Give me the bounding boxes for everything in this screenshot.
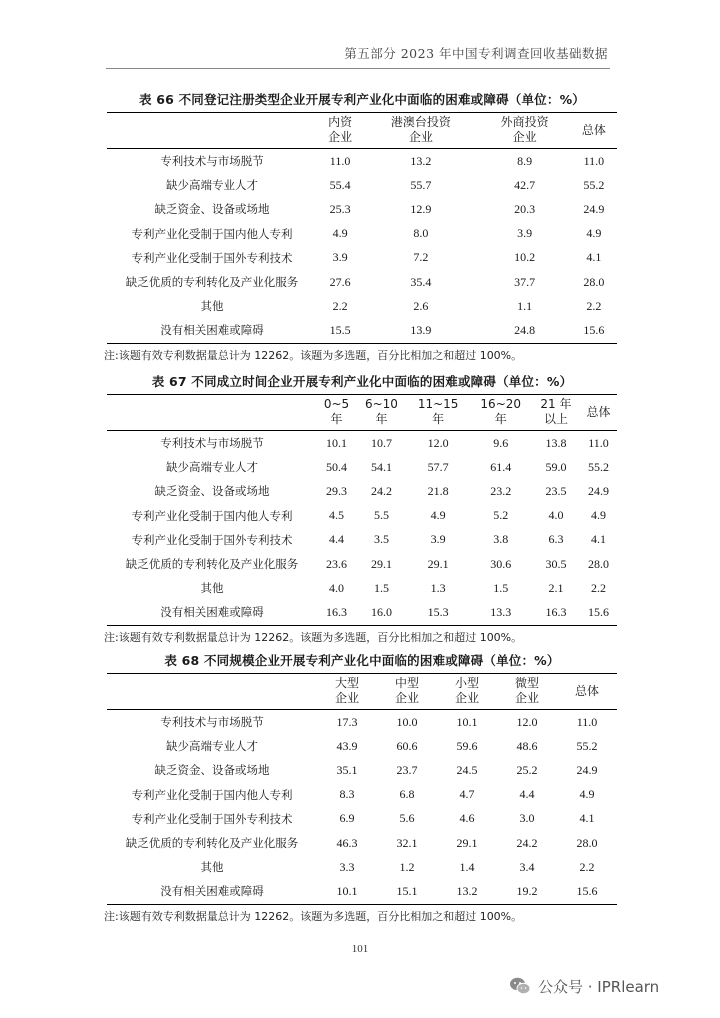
table-note: 注:该题有效专利数据量总计为 12262。该题为多选题，百分比相加之和超过 100%。: [104, 630, 523, 644]
value-cell: 28.0: [583, 274, 605, 289]
value-cell: 1.3: [430, 580, 446, 595]
column-header-line: 以上: [543, 412, 568, 426]
table-row: [107, 831, 617, 855]
value-cell: 32.1: [396, 835, 418, 850]
value-cell: 13.8: [545, 435, 567, 450]
value-cell: 24.9: [576, 762, 598, 777]
column-header: [479, 113, 571, 149]
value-cell: 4.9: [590, 508, 606, 523]
row-label: 专利技术与市场脱节: [160, 715, 264, 730]
value-cell: 4.1: [590, 532, 606, 547]
value-cell: 30.6: [490, 556, 512, 571]
value-cell: 3.9: [430, 532, 446, 547]
value-cell: 15.6: [583, 322, 605, 337]
value-cell: 60.6: [396, 738, 418, 753]
column-header: [469, 395, 532, 431]
value-cell: 6.3: [548, 532, 564, 547]
value-cell: 23.6: [326, 556, 348, 571]
value-cell: 37.7: [514, 274, 536, 289]
value-cell: 5.5: [373, 508, 389, 523]
value-cell: 15.3: [427, 604, 449, 619]
column-header-line: 企业: [408, 130, 433, 144]
row-label: 专利技术与市场脱节: [160, 154, 264, 169]
value-cell: 2.2: [579, 859, 595, 874]
column-header: [557, 674, 617, 710]
value-cell: 6.8: [399, 787, 415, 802]
table-68: [104, 651, 617, 924]
column-header: [317, 674, 377, 710]
value-cell: 12.9: [410, 201, 432, 216]
table-row: [107, 455, 617, 479]
table-row: [107, 318, 617, 343]
value-cell: 11.0: [329, 153, 351, 168]
value-cell: 4.5: [329, 508, 345, 523]
row-label: 缺乏资金、设备或场地: [154, 202, 270, 217]
value-cell: 3.9: [517, 226, 533, 241]
row-label: 没有相关困难或障碍: [160, 884, 264, 899]
value-cell: 16.0: [370, 604, 392, 619]
value-cell: 55.4: [329, 177, 351, 192]
value-cell: 4.9: [579, 787, 595, 802]
value-cell: 50.4: [326, 459, 348, 474]
value-cell: 2.2: [590, 580, 606, 595]
value-cell: 3.5: [373, 532, 389, 547]
value-cell: 61.4: [490, 459, 512, 474]
value-cell: 23.2: [490, 483, 512, 498]
value-cell: 10.1: [456, 714, 478, 729]
value-cell: 4.0: [329, 580, 345, 595]
column-header-line: 年: [375, 412, 388, 426]
row-label: 没有相关困难或障碍: [160, 605, 264, 620]
value-cell: 10.0: [396, 714, 418, 729]
value-cell: 21.8: [427, 483, 449, 498]
value-cell: 11.0: [588, 435, 609, 450]
column-header-line: 港澳台投资: [390, 115, 451, 129]
value-cell: 46.3: [336, 835, 358, 850]
column-header-line: 11~15: [417, 397, 459, 411]
value-cell: 23.5: [545, 483, 567, 498]
column-header-line: 大型: [334, 676, 359, 690]
value-cell: 24.2: [370, 483, 392, 498]
value-cell: 1.4: [459, 859, 475, 874]
column-header-line: 企业: [514, 691, 539, 705]
table-row: [107, 149, 617, 174]
value-cell: 2.1: [548, 580, 564, 595]
value-cell: 29.1: [427, 556, 449, 571]
value-cell: 28.0: [587, 556, 609, 571]
value-cell: 12.0: [516, 714, 538, 729]
value-cell: 54.1: [370, 459, 392, 474]
value-cell: 30.5: [545, 556, 567, 571]
page-number: 101: [351, 943, 369, 955]
row-label: 专利产业化受制于国外专利技术: [131, 250, 293, 265]
value-cell: 24.5: [456, 762, 478, 777]
value-cell: 2.6: [413, 298, 429, 313]
column-header-line: 企业: [454, 691, 479, 705]
column-header-line: 内资: [328, 115, 353, 129]
data-table: [107, 112, 617, 344]
column-header: [407, 395, 470, 431]
value-cell: 10.7: [370, 435, 392, 450]
column-header-line: 16~20: [480, 397, 522, 411]
table-note: 注:该题有效专利数据量总计为 12262。该题为多选题，百分比相加之和超过 100%。: [104, 348, 523, 362]
value-cell: 3.0: [519, 811, 535, 826]
column-header: [317, 395, 356, 431]
value-cell: 15.6: [587, 604, 609, 619]
value-cell: 1.2: [399, 859, 415, 874]
corner-cell: [107, 395, 317, 431]
value-cell: 4.1: [579, 811, 595, 826]
column-header: [497, 674, 557, 710]
value-cell: 59.6: [456, 738, 478, 753]
wechat-icon: [508, 974, 532, 998]
value-cell: 3.8: [493, 532, 509, 547]
table-row: [107, 528, 617, 552]
value-cell: 28.0: [576, 835, 598, 850]
column-header-line: 6~10: [364, 397, 398, 411]
row-label: 其他: [200, 860, 224, 875]
value-cell: 20.3: [514, 201, 536, 216]
value-cell: 15.6: [576, 883, 598, 898]
column-header: [317, 113, 363, 149]
value-cell: 27.6: [329, 274, 351, 289]
column-header: [437, 674, 497, 710]
value-cell: 4.9: [430, 508, 446, 523]
value-cell: 25.3: [329, 201, 351, 216]
table-row: [107, 758, 617, 782]
value-cell: 15.1: [396, 883, 418, 898]
value-cell: 35.4: [410, 274, 432, 289]
table-row: [107, 479, 617, 503]
table-title: 表 66 不同登记注册类型企业开展专利产业化中面临的困难或障碍（单位：%）: [138, 92, 586, 107]
column-header: [580, 395, 617, 431]
value-cell: 4.7: [459, 787, 475, 802]
header-row: [107, 113, 617, 149]
table-row: [107, 222, 617, 246]
column-header-line: 年: [494, 412, 507, 426]
column-header: [377, 674, 437, 710]
column-header: [571, 113, 617, 149]
value-cell: 23.7: [396, 762, 418, 777]
table-note: 注:该题有效专利数据量总计为 12262。该题为多选题，百分比相加之和超过 100%。: [104, 909, 523, 923]
table-row: [107, 246, 617, 270]
row-label: 缺少高端专业人才: [166, 460, 258, 475]
table-row: [107, 173, 617, 197]
column-header-line: 企业: [334, 691, 359, 705]
table-title: 表 68 不同规模企业开展专利产业化中面临的困难或障碍（单位：%）: [164, 653, 560, 668]
column-header-line: 外商投资: [500, 115, 549, 129]
value-cell: 55.7: [410, 177, 432, 192]
row-label: 专利产业化受制于国外专利技术: [131, 811, 293, 826]
value-cell: 5.2: [493, 508, 509, 523]
column-header-line: 总体: [574, 683, 599, 698]
value-cell: 55.2: [587, 459, 609, 474]
value-cell: 11.0: [576, 714, 598, 729]
table-row: [107, 734, 617, 758]
value-cell: 11.0: [583, 153, 605, 168]
value-cell: 43.9: [336, 738, 358, 753]
column-header-line: 年: [432, 412, 445, 426]
value-cell: 1.5: [373, 580, 389, 595]
value-cell: 59.0: [545, 459, 567, 474]
row-label: 专利产业化受制于国内他人专利: [131, 226, 293, 241]
value-cell: 24.8: [514, 322, 536, 337]
value-cell: 4.0: [548, 508, 564, 523]
value-cell: 16.3: [545, 604, 567, 619]
table-row: [107, 600, 617, 625]
value-cell: 8.9: [517, 153, 533, 168]
column-header-line: 企业: [512, 130, 537, 144]
header-row: [107, 395, 617, 431]
value-cell: 10.1: [326, 435, 348, 450]
value-cell: 19.2: [516, 883, 538, 898]
table-row: [107, 270, 617, 294]
value-cell: 16.3: [326, 604, 348, 619]
value-cell: 29.3: [326, 483, 348, 498]
row-label: 专利产业化受制于国内他人专利: [131, 508, 293, 523]
column-header-line: 21 年: [540, 397, 572, 411]
value-cell: 29.1: [456, 835, 478, 850]
column-header-line: 小型: [454, 676, 479, 690]
value-cell: 9.6: [493, 435, 509, 450]
table-66: [104, 90, 617, 363]
corner-cell: [107, 113, 317, 149]
column-header-line: 微型: [514, 676, 539, 690]
value-cell: 10.2: [514, 250, 536, 265]
value-cell: 48.6: [516, 738, 538, 753]
running-header: 第五部分 2023 年中国专利调查回收基础数据: [344, 46, 608, 61]
value-cell: 4.1: [586, 250, 602, 265]
row-label: 缺乏优质的专利转化及产业化服务: [125, 557, 299, 572]
value-cell: 15.5: [329, 322, 351, 337]
corner-cell: [107, 674, 317, 710]
value-cell: 29.1: [370, 556, 392, 571]
value-cell: 35.1: [336, 762, 358, 777]
header-rule: [106, 68, 610, 69]
table-row: [107, 710, 617, 735]
table-title: 表 67 不同成立时间企业开展专利产业化中面临的困难或障碍（单位：%）: [151, 374, 573, 389]
row-label: 缺少高端专业人才: [166, 739, 258, 754]
value-cell: 24.2: [516, 835, 538, 850]
value-cell: 2.2: [586, 298, 602, 313]
value-cell: 24.9: [583, 201, 605, 216]
table-row: [107, 783, 617, 807]
header-row: [107, 674, 617, 710]
row-label: 其他: [200, 299, 224, 314]
watermark-text: 公众号 · IPRlearn: [538, 977, 660, 996]
row-label: 缺乏资金、设备或场地: [154, 763, 270, 778]
value-cell: 8.0: [413, 226, 429, 241]
table-row: [107, 855, 617, 879]
value-cell: 2.2: [332, 298, 348, 313]
column-header-line: 总体: [586, 404, 611, 419]
column-header-line: 年: [330, 412, 343, 426]
row-label: 专利产业化受制于国内他人专利: [131, 787, 293, 802]
table-row: [107, 576, 617, 600]
value-cell: 25.2: [516, 762, 538, 777]
value-cell: 6.9: [339, 811, 355, 826]
row-label: 缺乏优质的专利转化及产业化服务: [125, 275, 299, 290]
value-cell: 24.9: [587, 483, 609, 498]
column-header-line: 企业: [328, 130, 353, 144]
value-cell: 17.3: [336, 714, 358, 729]
row-label: 缺乏资金、设备或场地: [154, 484, 270, 499]
table-row: [107, 197, 617, 221]
row-label: 其他: [200, 581, 224, 596]
value-cell: 4.9: [332, 226, 348, 241]
table-row: [107, 879, 617, 904]
value-cell: 10.1: [336, 883, 358, 898]
value-cell: 4.4: [329, 532, 345, 547]
table-67: [104, 372, 617, 645]
column-header-line: 中型: [394, 676, 419, 690]
value-cell: 8.3: [339, 787, 355, 802]
value-cell: 3.3: [339, 859, 355, 874]
value-cell: 1.5: [493, 580, 509, 595]
row-label: 没有相关困难或障碍: [160, 323, 264, 338]
column-header: [532, 395, 580, 431]
table-row: [107, 294, 617, 318]
value-cell: 13.2: [456, 883, 478, 898]
value-cell: 42.7: [514, 177, 536, 192]
row-label: 缺乏优质的专利转化及产业化服务: [125, 836, 299, 851]
value-cell: 7.2: [413, 250, 429, 265]
value-cell: 3.9: [332, 250, 348, 265]
value-cell: 1.1: [517, 298, 533, 313]
column-header-line: 总体: [581, 122, 606, 137]
value-cell: 4.9: [586, 226, 602, 241]
value-cell: 12.0: [427, 435, 449, 450]
data-table: [107, 673, 617, 905]
value-cell: 4.6: [459, 811, 475, 826]
column-header: [363, 113, 478, 149]
row-label: 专利技术与市场脱节: [160, 436, 264, 451]
column-header-line: 企业: [394, 691, 419, 705]
data-table: [107, 394, 617, 626]
value-cell: 4.4: [519, 787, 535, 802]
value-cell: 5.6: [399, 811, 415, 826]
table-row: [107, 431, 617, 456]
row-label: 专利产业化受制于国外专利技术: [131, 532, 293, 547]
table-row: [107, 504, 617, 528]
value-cell: 13.3: [490, 604, 512, 619]
column-header-line: 0~5: [323, 397, 350, 411]
watermark: [508, 974, 659, 998]
value-cell: 13.2: [410, 153, 432, 168]
value-cell: 13.9: [410, 322, 432, 337]
row-label: 缺少高端专业人才: [166, 178, 258, 193]
value-cell: 3.4: [519, 859, 535, 874]
table-row: [107, 552, 617, 576]
value-cell: 55.2: [576, 738, 598, 753]
value-cell: 55.2: [583, 177, 605, 192]
value-cell: 57.7: [427, 459, 449, 474]
column-header: [356, 395, 407, 431]
table-row: [107, 807, 617, 831]
